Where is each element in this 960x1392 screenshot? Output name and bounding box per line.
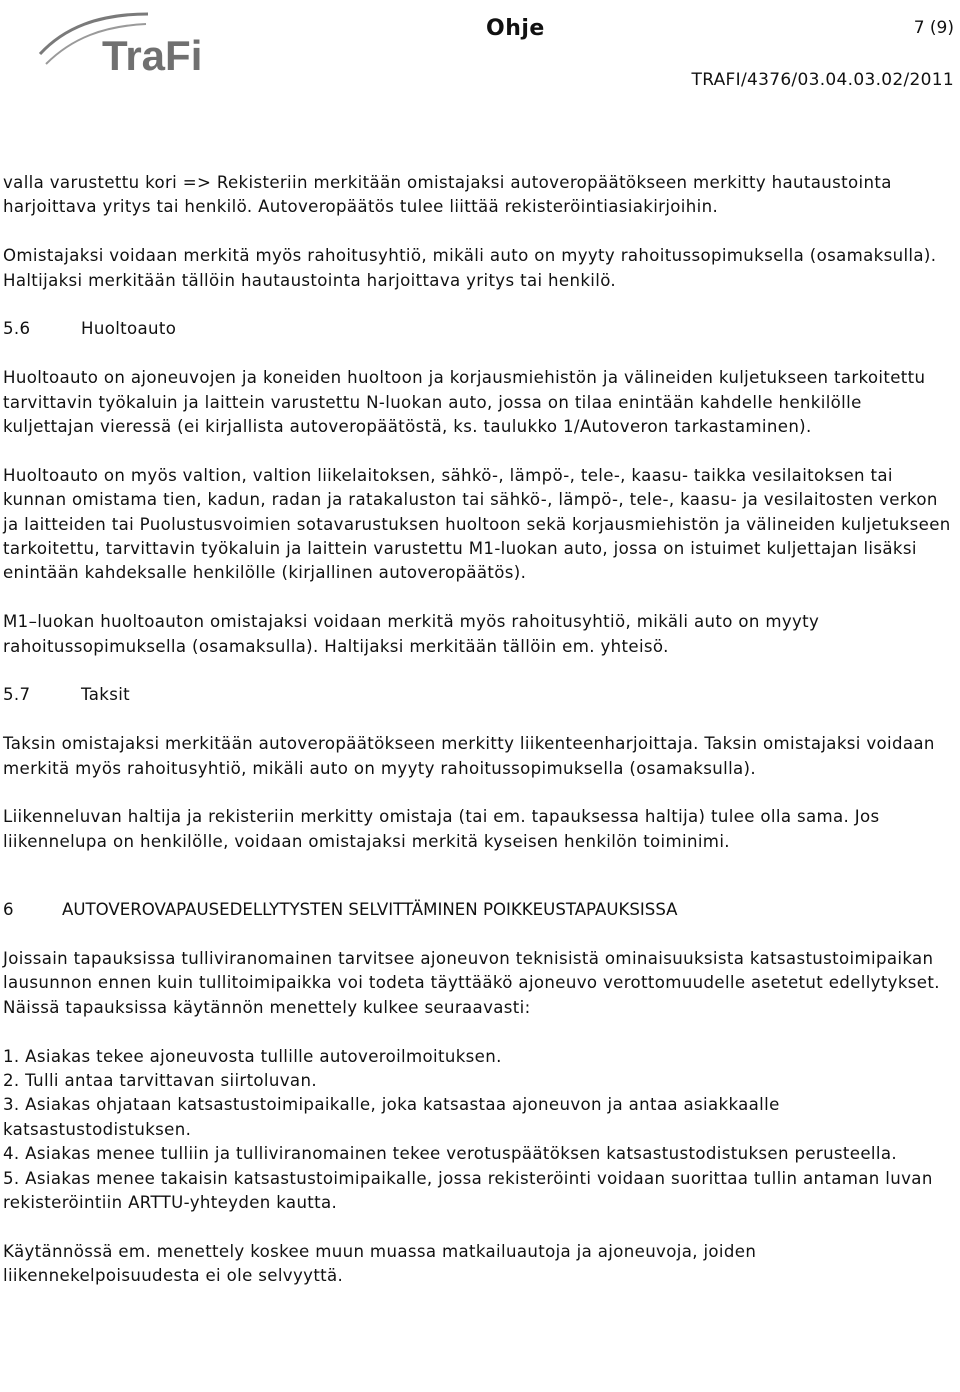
list-item: 5. Asiakas menee takaisin katsastustoimipaikalle, jossa rekisteröinti voidaan suorittaa tullin antaman luvan rekisteröintiin ARTTU-yhteyden kautta. bbox=[3, 1168, 933, 1213]
section-title: AUTOVEROVAPAUSEDELLYTYSTEN SELVITTÄMINEN POIKKEUSTAPAUKSISSA bbox=[62, 900, 678, 920]
section-title: Huoltoauto bbox=[81, 319, 177, 339]
paragraph: Huoltoauto on myös valtion, valtion liikelaitoksen, sähkö-, lämpö-, tele-, kaasu- taikka vesilaitoksen tai kunnan omistama tien, kadun, radan ja ratakaluston tai sähkö-, lämpö-, tele-, kaasu- ja vesilaitosten verkon ja laitteiden tai Puolustusvoimien sotavarustuksen huoltoon sekä korjausmiehistön ja välineiden kuljetukseen tarkoitettu, tarvittavin työkaluin ja laittein varustettu M1-luokan auto, jossa on istuimet kuljettajan lisäksi enintään kahdeksalle henkilölle (kirjallinen autoveropäätös). bbox=[3, 465, 951, 583]
paragraph: Käytännössä em. menettely koskee muun muassa matkailuautoja ja ajoneuvoja, joiden liikennekelpoisuudesta ei ole selvyyttä. bbox=[3, 1241, 757, 1286]
paragraph: Liikenneluvan haltija ja rekisteriin merkitty omistaja (tai em. tapauksessa haltija) tulee olla sama. Jos liikennelupa on henkilölle, voidaan omistajaksi merkitä kyseisen henkilön toiminimi. bbox=[3, 807, 880, 851]
list-item: 2. Tulli antaa tarvittavan siirtoluvan. bbox=[3, 1071, 317, 1091]
logo-wordmark: TraFi bbox=[102, 32, 203, 78]
section-number: 5.6 bbox=[3, 319, 31, 339]
trafi-logo-mark bbox=[36, 8, 236, 78]
page-number: 7 (9) bbox=[913, 18, 954, 38]
procedure-steps bbox=[3, 1045, 958, 1216]
section-title: Taksit bbox=[81, 685, 131, 705]
paragraph: Joissain tapauksissa tulliviranomainen tarvitsee ajoneuvon teknisistä ominaisuuksista katsastustoimipaikan lausunnon ennen kuin tullitoimipaikka voi todeta täyttääkö ajoneuvo verottomuudelle asetetut edellytykset. Näissä tapauksissa käytännön menettely kulkee seuraavasti: bbox=[3, 949, 940, 1017]
paragraph: Taksin omistajaksi merkitään autoveropäätökseen merkitty liikenteenharjoittaja. Taksin omistajaksi voidaan merkitä myös rahoitusyhtiö, mikäli auto on myyty rahoitussopimuksella (osamaksulla). bbox=[3, 734, 935, 778]
paragraph: Huoltoauto on ajoneuvojen ja koneiden huoltoon ja korjausmiehistön ja välineiden kuljetukseen tarkoitettu tarvittavin työkaluin ja laittein varustettu N-luokan auto, jossa on tilaa enintään kahdelle henkilölle kuljettajan vieressä (ei kirjallista autoveropäätöstä, ks. taulukko 1/Autoveron tarkastaminen). bbox=[3, 368, 926, 437]
paragraph: M1–luokan huoltoauton omistajaksi voidaan merkitä myös rahoitusyhtiö, mikäli auto on myyty rahoitussopimuksella (osamaksulla). Haltijaksi merkitään tällöin em. yhteisö. bbox=[3, 612, 820, 656]
list-item: 3. Asiakas ohjataan katsastustoimipaikalle, joka katsastaa ajoneuvon ja antaa asiakkaalle katsastustodistuksen. bbox=[3, 1095, 780, 1139]
list-item: 4. Asiakas menee tulliin ja tulliviranomainen tekee verotuspäätöksen katsastustodistuksen perusteella. bbox=[3, 1144, 897, 1164]
section-heading-6 bbox=[3, 898, 958, 922]
section-number: 5.7 bbox=[3, 685, 31, 705]
list-item: 1. Asiakas tekee ajoneuvosta tullille autoveroilmoituksen. bbox=[3, 1046, 502, 1066]
section-heading-5-6 bbox=[3, 317, 958, 341]
paragraph: Omistajaksi voidaan merkitä myös rahoitusyhtiö, mikäli auto on myyty rahoitussopimuksella (osamaksulla). Haltijaksi merkitään tällöin hautaustointa harjoittava yritys tai henkilö. bbox=[3, 246, 937, 290]
document-reference: TRAFI/4376/03.04.03.02/2011 bbox=[691, 70, 954, 90]
document-body bbox=[3, 171, 958, 1313]
trafi-logo bbox=[36, 8, 236, 78]
section-heading-5-7 bbox=[3, 683, 958, 707]
section-number: 6 bbox=[3, 900, 14, 920]
paragraph: valla varustettu kori => Rekisteriin merkitään omistajaksi autoveropäätökseen merkitty hautaustointa harjoittava yritys tai henkilö. Autoveropäätös tulee liittää rekisteröintiasiakirjoihin. bbox=[3, 173, 892, 217]
document-type: Ohje bbox=[486, 16, 545, 41]
